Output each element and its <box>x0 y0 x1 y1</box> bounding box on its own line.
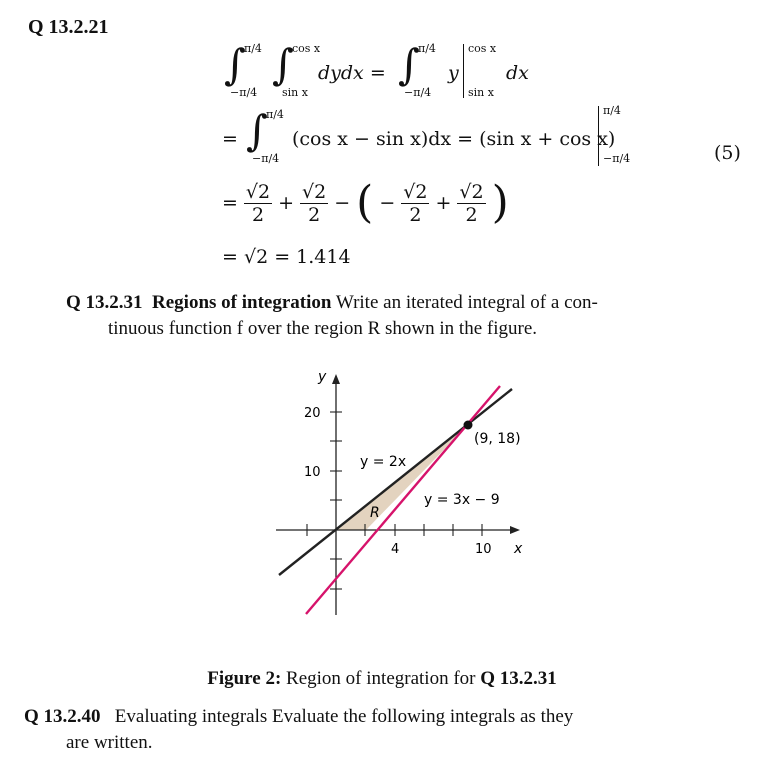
question-label-13-2-21: Q 13.2.21 <box>28 16 109 38</box>
plus-sign: + <box>278 192 295 214</box>
line-label-y-2x: y = 2x <box>360 454 407 470</box>
y-tick-label-10: 10 <box>304 465 321 480</box>
negative-sign: − <box>379 192 396 214</box>
integral-lower-limit: −π/4 <box>230 86 258 99</box>
figure-caption <box>0 666 764 692</box>
intersection-point <box>464 421 473 430</box>
region-label: R <box>370 505 380 521</box>
minus-sign: − <box>334 192 351 214</box>
integral-upper-limit: π/4 <box>266 108 284 121</box>
integral-lower-limit: sin x <box>282 86 308 99</box>
fraction: $\frac{√2}{2}$ <box>459 180 484 226</box>
integral-sign: ∫ <box>224 40 246 89</box>
integral-sign: ∫ <box>398 40 420 89</box>
question-text-line-2: tinuous function f over the region R shown in the figure. <box>108 318 538 339</box>
x-axis-label: x <box>514 541 523 557</box>
y-axis-label: y <box>318 369 327 385</box>
differential: dx <box>506 62 529 84</box>
right-paren: ) <box>491 177 509 228</box>
y-tick-label-20: 20 <box>304 406 321 421</box>
fraction: $\frac{√2}{2}$ <box>403 180 428 226</box>
evaluation-upper: π/4 <box>603 104 621 117</box>
equals-sign: = <box>222 128 238 150</box>
integral-sign: ∫ <box>246 106 268 155</box>
question-title: Regions of integration <box>152 292 332 313</box>
caption-ref: Q 13.2.31 <box>480 668 557 689</box>
integrand: dydx = <box>318 62 386 84</box>
region-figure <box>270 362 530 622</box>
equation-line-4: = √2 = 1.414 <box>222 246 351 268</box>
integral-upper-limit: cos x <box>292 42 321 55</box>
caption-prefix: Figure 2: <box>207 668 282 689</box>
evaluation-lower: sin x <box>468 86 494 99</box>
integral-upper-limit: π/4 <box>418 42 436 55</box>
fraction: $\frac{√2}{2}$ <box>302 180 327 226</box>
y-axis-arrow <box>332 374 340 384</box>
evaluation-bar <box>463 44 464 98</box>
evaluation-upper: cos x <box>468 42 497 55</box>
x-tick-label-4: 4 <box>391 542 400 557</box>
point-label: (9, 18) <box>474 431 521 447</box>
question-13-2-31 <box>66 290 746 342</box>
left-paren: ( <box>356 177 374 228</box>
question-text-line-1: Evaluating integrals Evaluate the following integrals as they <box>114 706 574 727</box>
x-axis-arrow <box>510 526 520 534</box>
integral-lower-limit: −π/4 <box>404 86 432 99</box>
equation-number: (5) <box>714 142 741 164</box>
integral-lower-limit: −π/4 <box>252 152 280 165</box>
line-label-y-3x-9: y = 3x − 9 <box>424 492 500 508</box>
x-tick-label-10: 10 <box>475 542 492 557</box>
equation-line-3 <box>222 178 509 228</box>
integral-upper-limit: π/4 <box>244 42 262 55</box>
evaluation-lower: −π/4 <box>603 152 631 165</box>
integrand: (cos x − sin x)dx = (sin x + cos x) <box>292 128 616 150</box>
question-text-line-2: are written. <box>66 732 153 753</box>
question-text-line-1: Write an iterated integral of a con- <box>335 292 598 313</box>
fraction: $\frac{√2}{2}$ <box>245 180 271 226</box>
caption-text: Region of integration for <box>286 668 476 689</box>
question-13-2-40 <box>24 704 744 756</box>
question-label-13-2-31: Q 13.2.31 <box>66 292 143 313</box>
integral-sign: ∫ <box>272 40 294 89</box>
equals-sign: = <box>222 192 238 214</box>
evaluation-bar <box>598 106 599 166</box>
question-label-13-2-40: Q 13.2.40 <box>24 706 101 727</box>
integrand: y <box>448 62 459 84</box>
plus-sign: + <box>435 192 452 214</box>
